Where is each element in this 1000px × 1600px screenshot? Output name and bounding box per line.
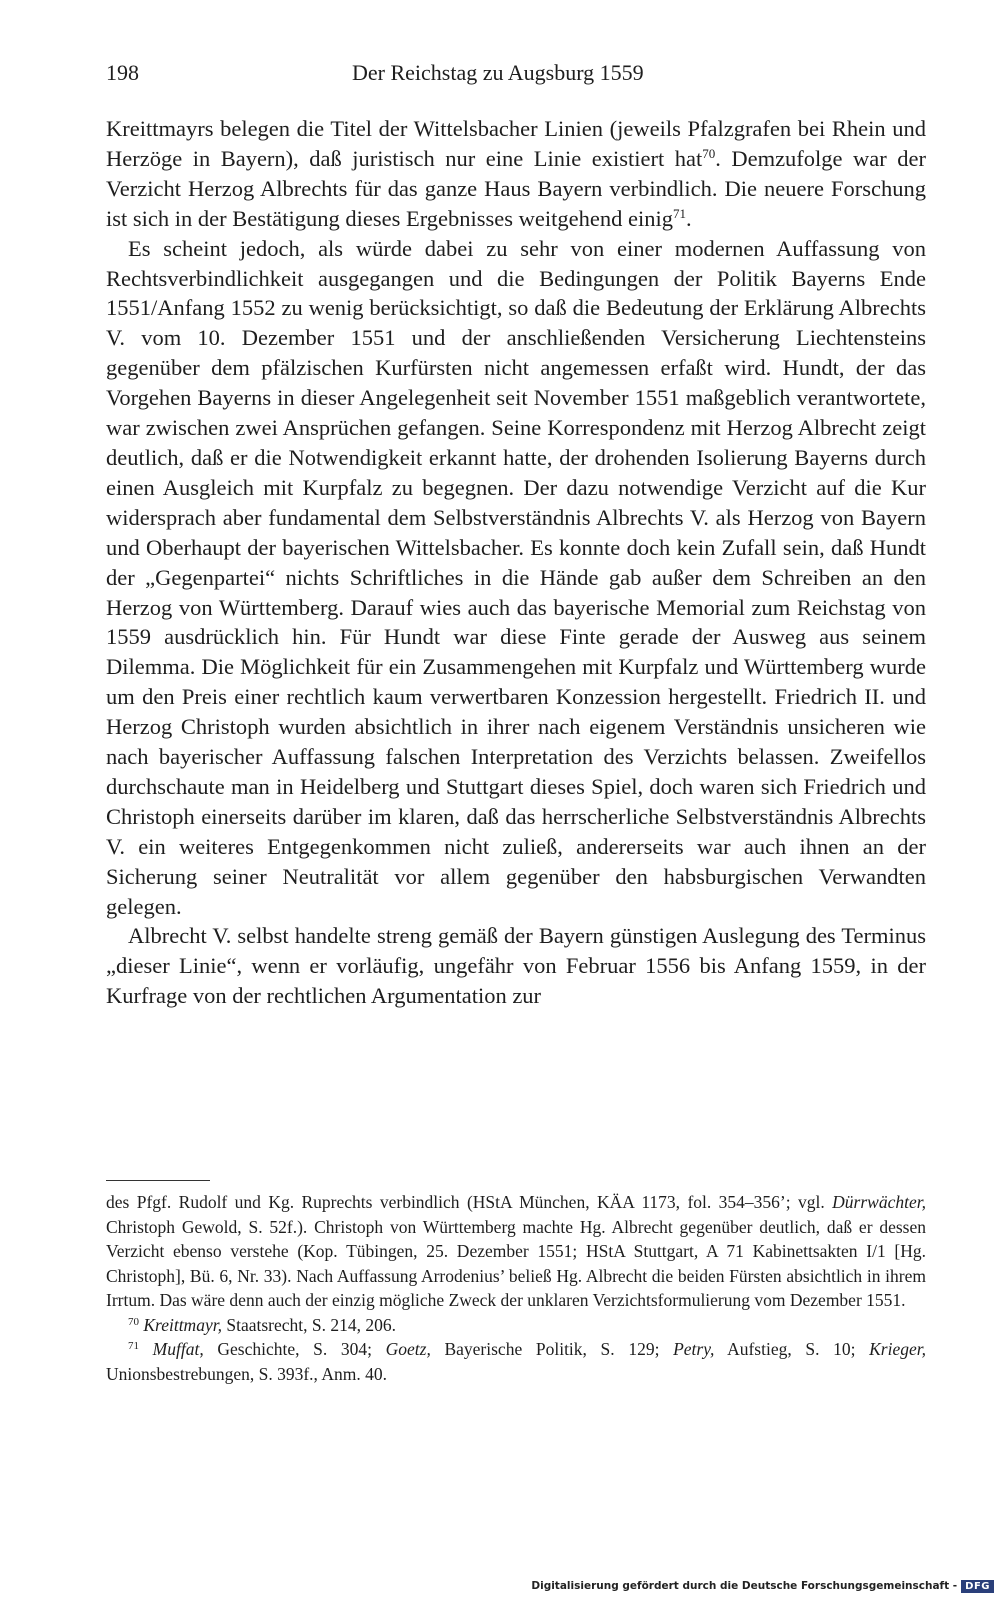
paragraph-1-text: Kreittmayrs belegen die Titel der Wittelsbacher Linien (jeweils Pfalzgrafen bei Rhein und Herzöge in Bayern), daß juristisch nur eine Linie existiert hat	[106, 116, 926, 171]
paragraph-3: Albrecht V. selbst handelte streng gemäß der Bayern günstigen Auslegung des Terminus „dieser Linie“, wenn er vorläufig, ungefähr von Februar 1556 bis Anfang 1559, in der Kurfrage von der rechtlichen Argumentation zur	[106, 923, 926, 1009]
footnote-71	[106, 1337, 926, 1386]
paragraph-1-end: .	[685, 205, 692, 231]
footnotes	[106, 1190, 926, 1386]
footnote-71-text-1: Geschichte, S. 304;	[203, 1339, 386, 1359]
footnote-cont-text: des Pfgf. Rudolf und Kg. Ruprechts verbindlich (HStA München, KÄA 1173, fol. 354–356’; vgl.	[106, 1192, 833, 1212]
footnote-ref-71: 71	[672, 205, 686, 221]
footnote-71-number: 71	[128, 1340, 139, 1352]
page-number: 198	[106, 60, 139, 85]
footnote-71-author-4: Krieger,	[869, 1339, 926, 1359]
paragraph-1	[106, 114, 926, 234]
page-header	[106, 56, 926, 90]
footnote-ref-70: 70	[702, 145, 716, 161]
digitization-footer	[531, 1576, 994, 1596]
footnote-71-text-2: Bayerische Politik, S. 129;	[430, 1339, 674, 1359]
footnote-71-text-4: Unionsbestrebungen, S. 393f., Anm. 40.	[106, 1363, 387, 1384]
main-text	[106, 114, 926, 1011]
footnote-70-text: Staatsrecht, S. 214, 206.	[221, 1314, 396, 1335]
footnote-71-text-3: Aufstieg, S. 10;	[714, 1339, 870, 1359]
footnote-cont-text-2: Christoph Gewold, S. 52f.). Christoph von Württemberg machte Hg. Albrecht gegenüber deutlich, daß er dessen Verzicht ebenso verstehe (Kop. Tübingen, 25. Dezember 1551; HStA Stuttgart, A 71 Kabinettsakten I/1 [Hg. Christoph], Bü. 6, Nr. 33). Nach Auffassung Arrodenius’ beließ Hg. Albrecht die beiden Fürsten absichtlich in ihrem Irrtum. Das wäre denn auch der einzig mögliche Zweck der unklaren Verzichtsformulierung vom Dezember 1551.	[106, 1216, 926, 1310]
footnote-71-author-1: Muffat,	[152, 1339, 204, 1359]
footnote-70-author: Kreittmayr,	[143, 1314, 222, 1335]
footnote-cont-author: Dürrwächter,	[832, 1192, 926, 1212]
footnote-71-author-2: Goetz,	[385, 1339, 431, 1359]
footer-credit-text: Digitalisierung gefördert durch die Deutsche Forschungsgemeinschaft -	[531, 1580, 958, 1592]
dfg-logo: DFG	[961, 1580, 994, 1593]
paragraph-2: Es scheint jedoch, als würde dabei zu sehr von einer modernen Auffassung von Rechtsverbindlichkeit ausgegangen und die Bedingungen der Politik Bayerns Ende 1551/Anfang 1552 zu wenig berücksichtigt, so daß die Bedeutung der Erklärung Albrechts V. vom 10. Dezember 1551 und der anschließenden Versicherung Liechtensteins gegenüber dem pfälzischen Kurfürsten nicht angemessen erfaßt wird. Hundt, der das Vorgehen Bayerns in dieser Angelegenheit seit November 1551 maßgeblich verantwortete, war zwischen zwei Ansprüchen gefangen. Seine Korrespondenz mit Herzog Albrecht zeigt deutlich, daß er die Notwendigkeit erkannt hatte, der drohenden Isolierung Bayerns durch einen Ausgleich mit Kurpfalz zu begegnen. Der dazu notwendige Verzicht auf die Kur widersprach aber fundamental dem Selbstverständnis Albrechts V. als Herzog von Bayern und Oberhaupt der bayerischen Wittelsbacher. Es konnte doch kein Zufall sein, daß Hundt der „Gegenpartei“ nichts Schriftliches in die Hände gab außer dem Schreiben an den Herzog von Württemberg. Darauf wies auch das bayerische Memorial zum Reichstag von 1559 ausdrücklich hin. Für Hundt war diese Finte gerade der Ausweg aus seinem Dilemma. Die Möglichkeit für ein Zusammengehen mit Kurpfalz und Württemberg wurde um den Preis einer rechtlich kaum verwertbaren Konzession hergestellt. Friedrich II. und Herzog Christoph wurden absichtlich in ihrer nach eigenem Verständnis unsicheren wie nach bayerischer Auffassung falschen Interpretation des Verzichts belassen. Zweifellos durchschaute man in Heidelberg und Stuttgart dieses Spiel, doch waren sich Friedrich und Christoph einerseits darüber im klaren, daß das herrscherliche Selbstverständnis Albrechts V. ein weiteres Entgegenkommen nicht zuließ, andererseits war auch ihnen an der Sicherung seiner Neutralität vor allem gegenüber den habsburgischen Verwandten gelegen.	[106, 235, 926, 919]
paragraph-1-text-cont: . Demzufolge war der Verzicht Herzog Albrechts für das ganze Haus Bayern verbindlich. Die neuere Forschung ist sich in der Bestätigung dieses Ergebnisses weitgehend einig	[106, 145, 926, 231]
footnote-70	[106, 1313, 926, 1338]
footnote-divider	[106, 1180, 210, 1181]
footnote-71-author-3: Petry,	[673, 1339, 715, 1359]
footnote-continuation	[106, 1190, 926, 1313]
running-title: Der Reichstag zu Augsburg 1559	[352, 60, 644, 85]
footnote-70-number: 70	[128, 1315, 139, 1328]
